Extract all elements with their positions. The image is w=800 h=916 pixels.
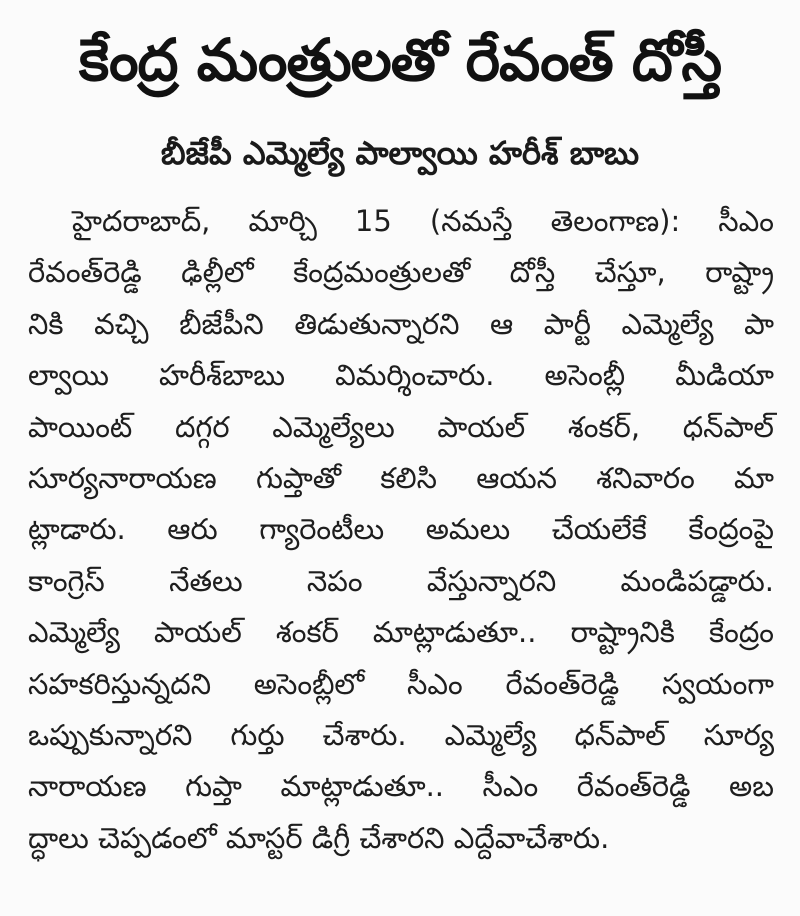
body-line: కాంగ్రెస్ నేతలు నెపం వేస్తున్నారని మండిపడ్డారు.	[28, 563, 774, 598]
body-line: నికి వచ్చి బీజేపీని తిడుతున్నారని ఆ పార్టీ ఎమ్మెల్యే పా	[28, 306, 774, 341]
body-line: సూర్యనారాయణ గుప్తాతో కలిసి ఆయన శనివారం మా	[28, 460, 774, 495]
body-line: పాయింట్ దగ్గర ఎమ్మెల్యేలు పాయల్ శంకర్, ధన్‌పాల్	[28, 409, 774, 444]
body-line: ద్ధాలు చెప్పడంలో మాస్టర్ డిగ్రీ చేశారని ఎద్దేవాచేశారు.	[28, 820, 610, 855]
body-line: ల్వాయి హరీశ్‌బాబు విమర్శించారు. అసెంబ్లీ మీడియా	[28, 358, 774, 393]
body-line: హైదరాబాద్, మార్చి 15 (నమస్తే తెలంగాణ): సీఎం	[72, 204, 774, 238]
body-line: ఒప్పుకున్నారని గుర్తు చేశారు. ఎమ్మెల్యే ధన్‌పాల్ సూర్య	[28, 717, 774, 752]
body-line: ఎమ్మెల్యే పాయల్ శంకర్ మాట్లాడుతూ.. రాష్ట్రానికి కేంద్రం	[28, 615, 774, 650]
body-line: రేవంత్‌రెడ్డి ఢిల్లీలో కేంద్రమంత్రులతో దోస్తీ చేస్తూ, రాష్ట్రా	[28, 255, 774, 290]
subheadline: బీజేపీ ఎమ్మెల్యే పాల్వాయి హరీశ్ బాబు	[160, 134, 640, 172]
article-body	[28, 196, 774, 864]
body-line: నారాయణ గుప్తా మాట్లాడుతూ.. సీఎం రేవంత్‌రెడ్డి అబ	[28, 769, 774, 804]
body-line: ట్లాడారు. ఆరు గ్యారెంటీలు అమలు చేయలేకే కేంద్రంపై	[28, 512, 774, 547]
headline: కేంద్ర మంత్రులతో రేవంత్ దోస్తీ	[78, 26, 722, 94]
body-line: సహకరిస్తున్నదని అసెంబ్లీలో సీఎం రేవంత్‌రెడ్డి స్వయంగా	[28, 666, 774, 701]
